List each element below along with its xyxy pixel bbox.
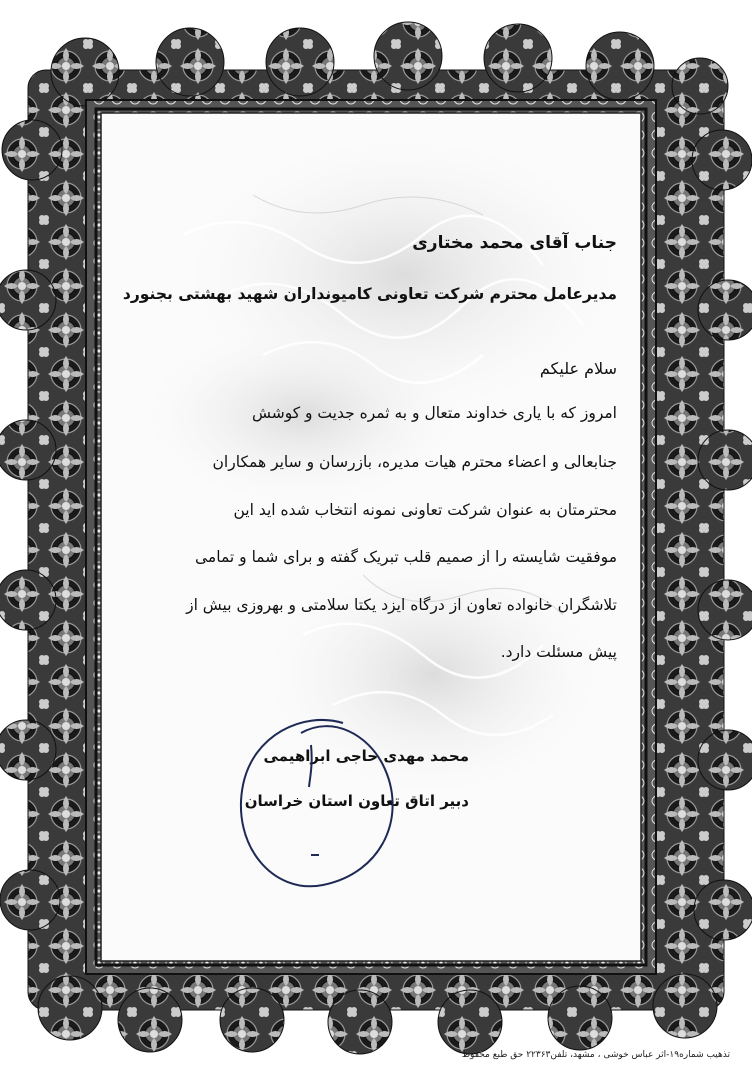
body-line-2: جنابعالی و اعضاء محترم هیات مدیره، بازرسان و سایر همکاران — [212, 453, 617, 471]
body-line-4: موفقیت شایسته را از صمیم قلب تبریک گفته و برای شما و تمامی — [195, 548, 617, 566]
greeting: سلام علیکم — [539, 359, 617, 378]
body-line-6: پیش مسئلت دارد. — [500, 643, 617, 661]
signature-mark — [183, 705, 423, 905]
letter-paper — [103, 115, 639, 957]
signer-title: دبیر اتاق تعاون استان خراسان — [244, 792, 469, 810]
signer-name: محمد مهدی حاجی ابراهیمی — [263, 747, 469, 765]
recipient-title: جناب آقای محمد مختاری — [412, 233, 617, 253]
body-line-1: امروز که با یاری خداوند متعال و به ثمره جدیت و کوشش — [251, 404, 617, 422]
body-line-5: تلاشگران خانواده تعاون از درگاه ایزد یکتا سلامتی و بهروزی بیش از — [186, 596, 617, 614]
print-footer: تذهیب شماره۱۹-اثر عباس خوشی ، مشهد، تلفن۲۲۳۶۳ حق طبع محفوظ — [461, 1050, 730, 1060]
recipient-position: مدیرعامل محترم شرکت تعاونی کامیونداران شهید بهشتی بجنورد — [122, 285, 617, 303]
body-line-3: محترمتان به عنوان شرکت تعاونی نمونه انتخاب شده اید این — [233, 501, 617, 519]
